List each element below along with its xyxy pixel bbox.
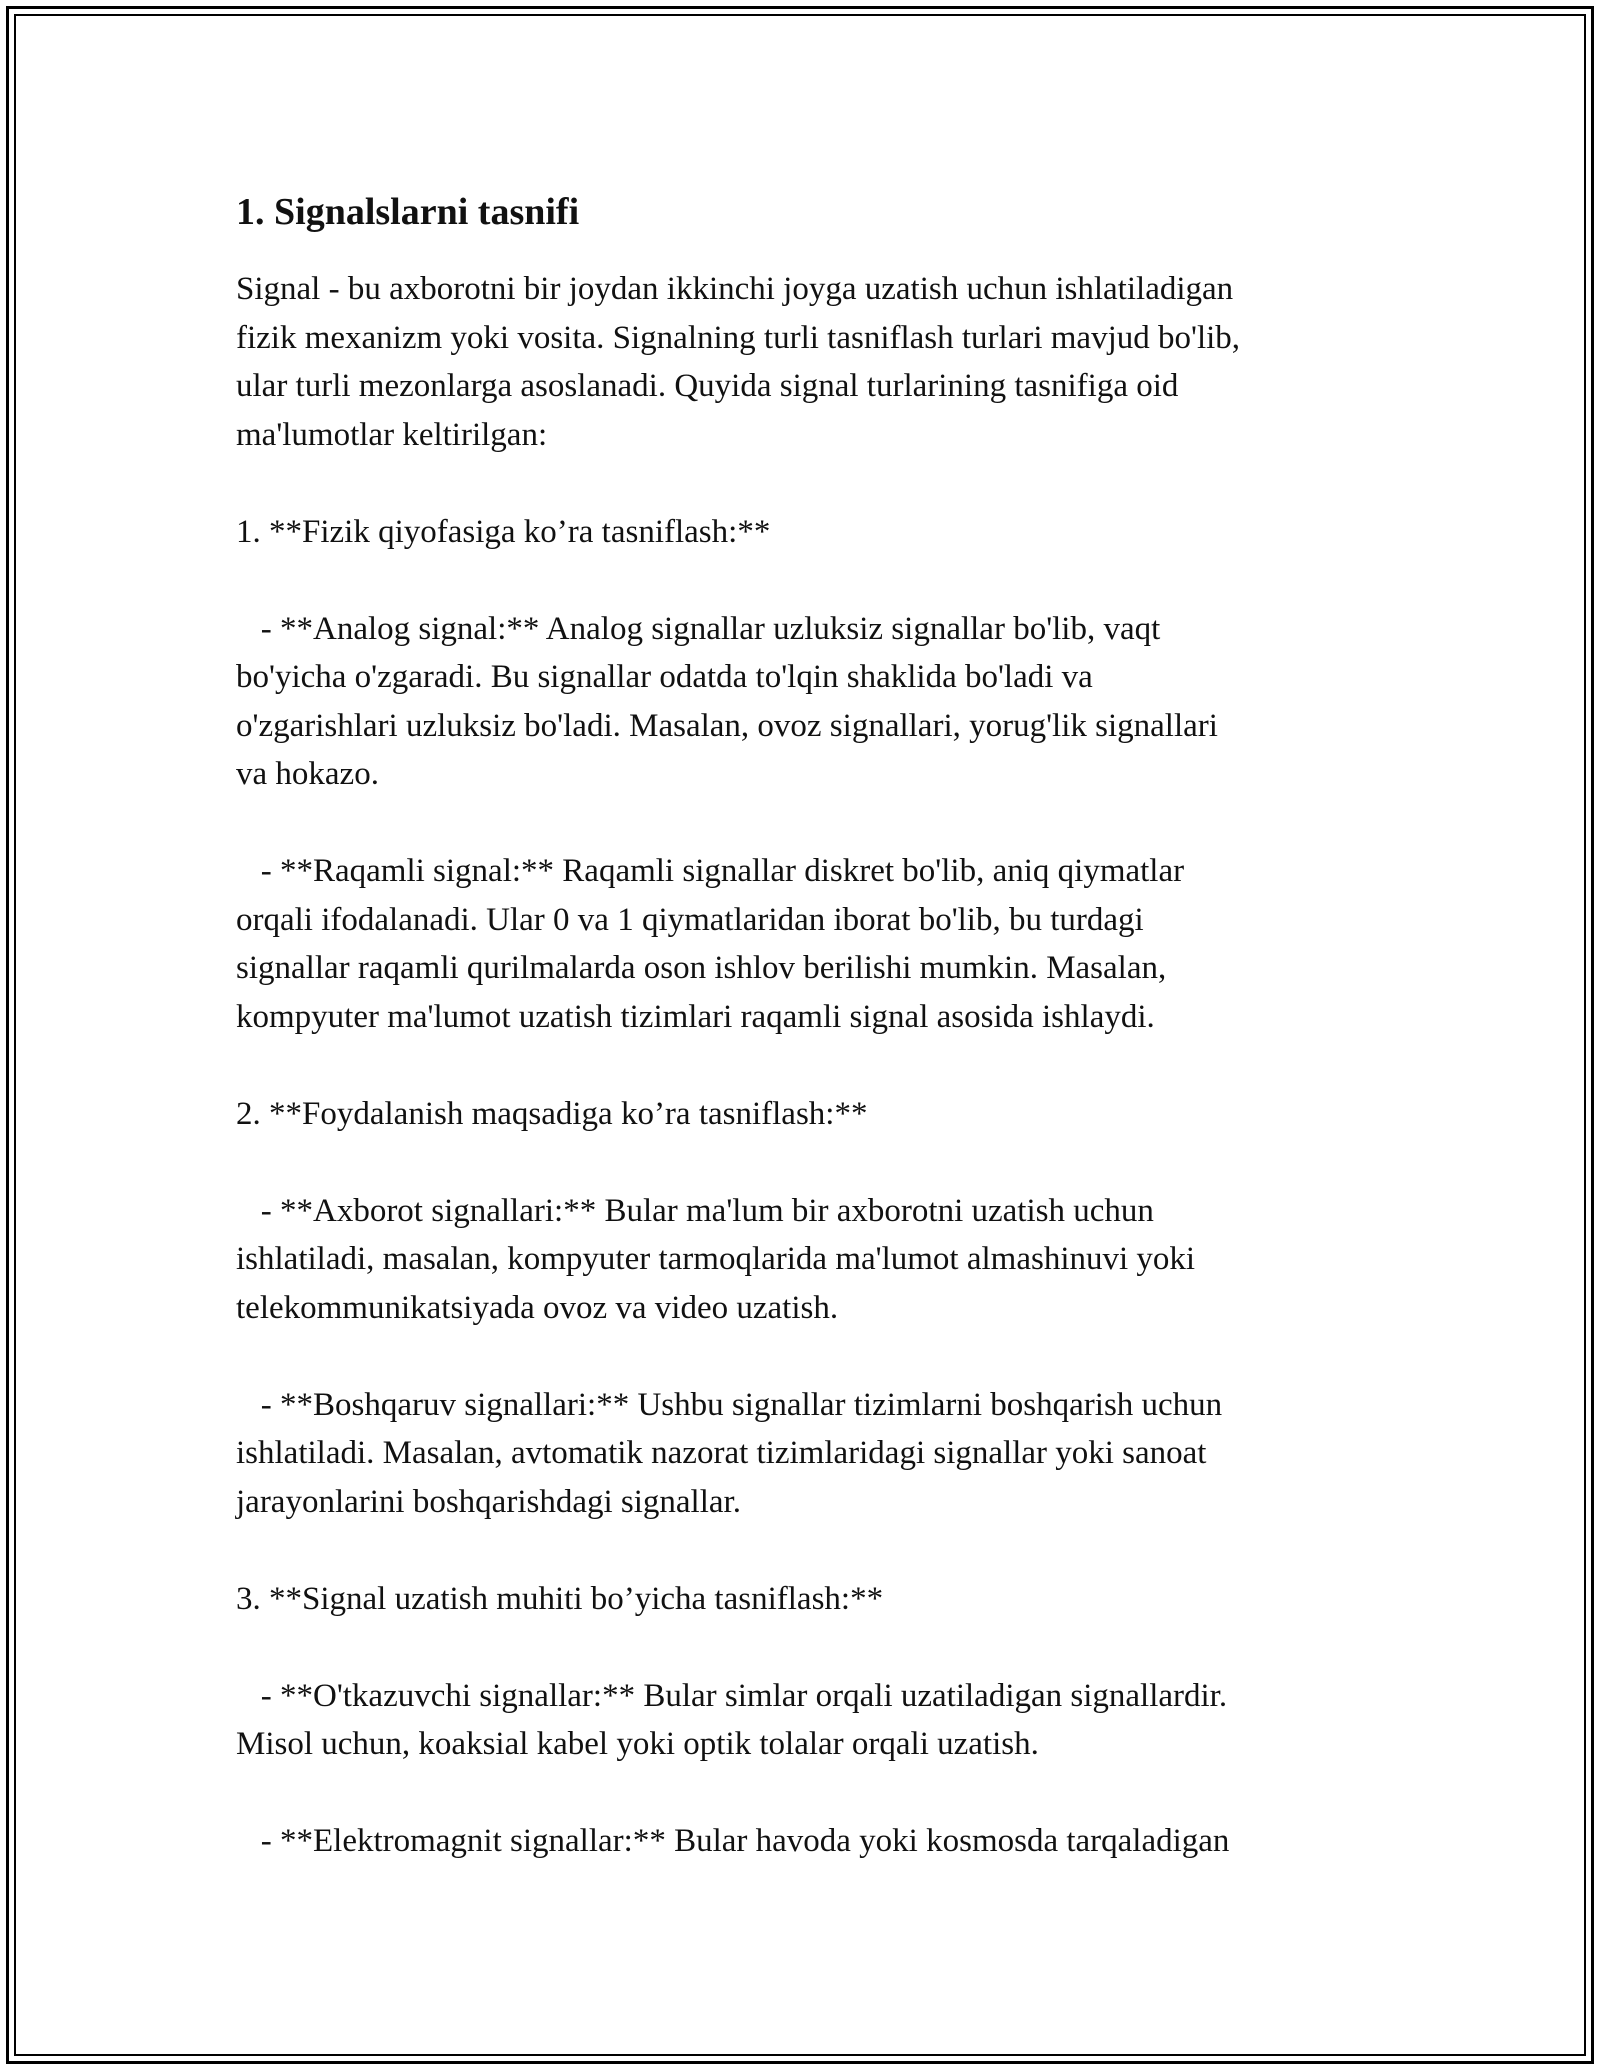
blank-line xyxy=(236,799,1386,848)
text-line: jarayonlarini boshqarishdagi signallar. xyxy=(236,1483,741,1520)
blank-line xyxy=(236,1138,1386,1187)
text-line: ma'lumotlar keltirilgan: xyxy=(236,416,548,453)
text-line: 2. **Foydalanish maqsadiga ko’ra tasniflash:** xyxy=(236,1095,868,1132)
text-line: signallar raqamli qurilmalarda oson ishlov berilishi mumkin. Masalan, xyxy=(236,950,1167,986)
text-line: Misol uchun, koaksial kabel yoki optik tolalar orqali uzatish. xyxy=(236,1726,1039,1762)
document-heading: 1. Signalslarni tasnifi xyxy=(236,191,580,233)
blank-line xyxy=(236,556,1386,605)
text-line: fizik mexanizm yoki vosita. Signalning turli tasniflash turlari mavjud bo'lib, xyxy=(236,319,1241,356)
blank-line xyxy=(236,1332,1386,1381)
text-line: - **Axborot signallari:** Bular ma'lum bir axborotni uzatish uchun xyxy=(236,1192,1154,1229)
text-line: ishlatiladi. Masalan, avtomatik nazorat tizimlaridagi signallar yoki sanoat xyxy=(236,1435,1207,1471)
blank-line xyxy=(236,1623,1386,1672)
text-line: ular turli mezonlarga asoslanadi. Quyida signal turlarining tasnifiga oid xyxy=(236,368,1179,404)
text-line: ishlatiladi, masalan, kompyuter tarmoqlarida ma'lumot almashinuvi yoki xyxy=(236,1241,1196,1277)
text-line: - **Boshqaruv signallari:** Ushbu signallar tizimlarni boshqarish uchun xyxy=(236,1386,1223,1423)
blank-line xyxy=(236,459,1386,508)
blank-line xyxy=(236,1041,1386,1090)
text-line: telekommunikatsiyada ovoz va video uzatish. xyxy=(236,1289,839,1326)
text-line: - **Elektromagnit signallar:** Bular havoda yoki kosmosda tarqaladigan xyxy=(236,1823,1230,1859)
document-body xyxy=(236,188,1386,1866)
text-line: - **O'tkazuvchi signallar:** Bular simlar orqali uzatiladigan signallardir. xyxy=(236,1677,1228,1714)
text-line: va hokazo. xyxy=(236,756,379,792)
blank-line xyxy=(236,1769,1386,1818)
text-line: - **Analog signal:** Analog signallar uzluksiz signallar bo'lib, vaqt xyxy=(236,610,1161,647)
text-line: Signal - bu axborotni bir joydan ikkinchi joyga uzatish uchun ishlatiladigan xyxy=(236,271,1234,307)
text-line: 1. **Fizik qiyofasiga ko’ra tasniflash:** xyxy=(236,513,771,550)
text-line: bo'yicha o'zgaradi. Bu signallar odatda to'lqin shaklida bo'ladi va xyxy=(236,659,1093,695)
text-line: - **Raqamli signal:** Raqamli signallar diskret bo'lib, aniq qiymatlar xyxy=(236,853,1185,889)
text-line: kompyuter ma'lumot uzatish tizimlari raqamli signal asosida ishlaydi. xyxy=(236,998,1155,1035)
text-line: orqali ifodalanadi. Ular 0 va 1 qiymatlaridan iborat bo'lib, bu turdagi xyxy=(236,901,1144,938)
text-line: o'zgarishlari uzluksiz bo'ladi. Masalan, ovoz signallari, yorug'lik signallari xyxy=(236,707,1218,744)
heading-spacing xyxy=(236,236,1386,265)
blank-line xyxy=(236,1526,1386,1575)
text-line: 3. **Signal uzatish muhiti bo’yicha tasniflash:** xyxy=(236,1580,884,1617)
document-text xyxy=(236,265,1386,1866)
